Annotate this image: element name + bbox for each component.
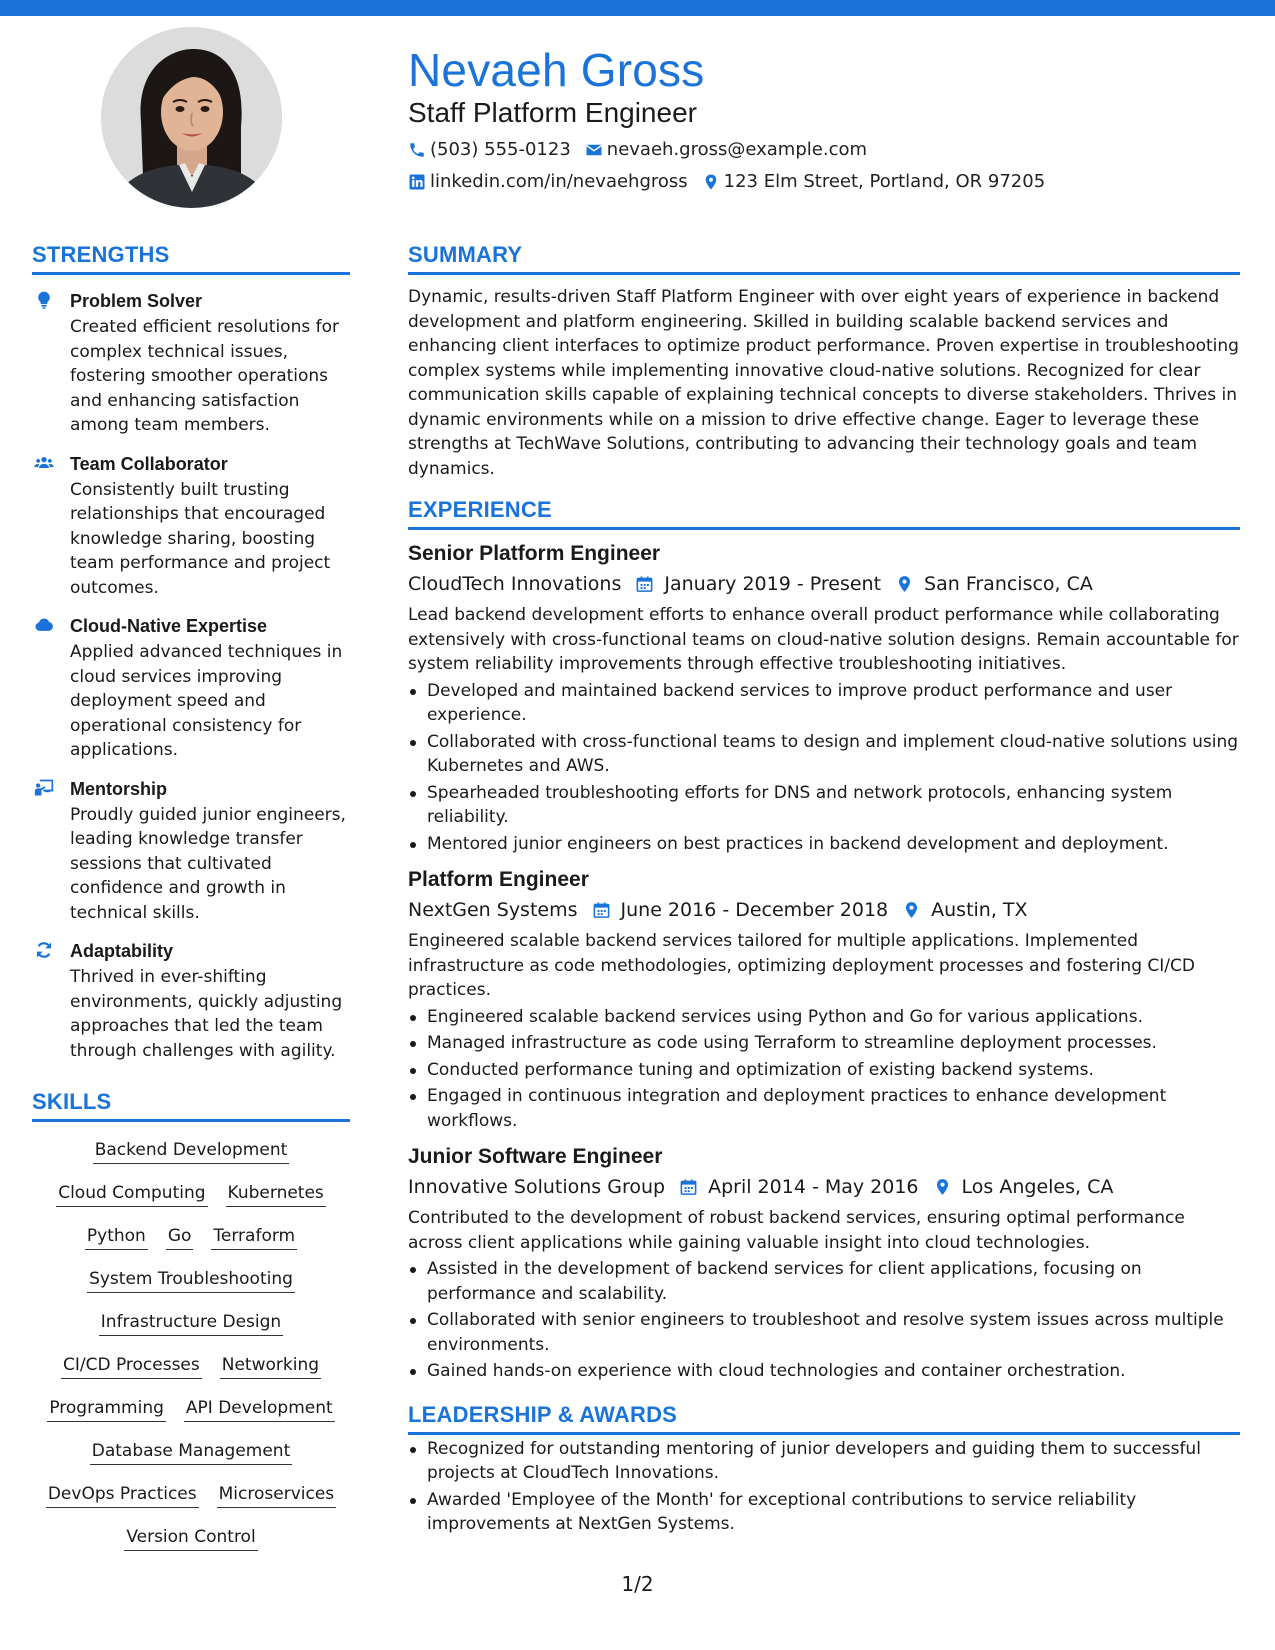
cloud-icon	[33, 615, 55, 635]
skill-row	[32, 1396, 350, 1422]
right-column	[408, 242, 1240, 1537]
contact-linkedin[interactable]	[408, 170, 688, 194]
skill-tag: Cloud Computing	[56, 1181, 207, 1207]
address-text: 123 Elm Street, Portland, OR 97205	[723, 171, 1046, 192]
job-bullet: Mentored junior engineers on best practices in backend development and deployment.	[408, 832, 1240, 857]
job-company	[408, 1174, 665, 1200]
company-text: NextGen Systems	[408, 899, 578, 921]
skill-row	[32, 1310, 350, 1336]
job-bullet: Collaborated with cross-functional teams to design and implement cloud-native solutions using Kubernetes and AWS.	[408, 730, 1240, 779]
sync-icon	[33, 940, 55, 960]
skill-tag: Python	[85, 1224, 148, 1250]
job-dates	[592, 897, 889, 923]
strength-description: Proudly guided junior engineers, leading knowledge transfer sessions that cultivated confidence and growth in technical skills.	[70, 804, 346, 923]
leadership-bullet: Recognized for outstanding mentoring of junior developers and guiding them to successful projects at CloudTech Innovations.	[408, 1437, 1240, 1486]
job-title: Platform Engineer	[408, 868, 589, 891]
location-text: Los Angeles, CA	[961, 1176, 1114, 1198]
skill-tag: Backend Development	[93, 1138, 290, 1164]
job-bullet: Gained hands-on experience with cloud technologies and container orchestration.	[408, 1359, 1240, 1384]
job-location	[902, 897, 1027, 923]
resume-header	[408, 44, 1238, 194]
location-text: Austin, TX	[931, 899, 1028, 921]
job-bullet: Conducted performance tuning and optimization of existing backend systems.	[408, 1058, 1240, 1083]
job-company	[408, 571, 621, 597]
map-pin-icon	[933, 1177, 952, 1197]
dates-text: June 2016 - December 2018	[620, 899, 889, 921]
map-pin-icon	[895, 574, 914, 594]
contact-phone[interactable]	[408, 138, 571, 162]
email-text: nevaeh.gross@example.com	[606, 139, 868, 160]
strength-title: Adaptability	[70, 941, 174, 961]
contact-row-secondary	[408, 170, 1238, 194]
teacher-icon	[33, 778, 55, 798]
job-dates	[679, 1174, 918, 1200]
job-bullets	[408, 1005, 1240, 1134]
strength-description: Created efficient resolutions for complex technical issues, fostering smoother operations and enhancing satisfaction among team members.	[70, 317, 339, 435]
skill-tag: Go	[166, 1224, 194, 1250]
job-entry	[408, 540, 1240, 856]
job-entry	[408, 866, 1240, 1133]
job-bullet: Spearheaded troubleshooting efforts for DNS and network protocols, enhancing system reliability.	[408, 781, 1240, 830]
phone-icon	[408, 141, 426, 159]
contact-address	[702, 170, 1046, 194]
leadership-bullet: Awarded 'Employee of the Month' for exceptional contributions to service reliability improvements at NextGen Systems.	[408, 1488, 1240, 1537]
envelope-icon	[585, 141, 603, 159]
skill-tag: Infrastructure Design	[99, 1310, 283, 1336]
job-bullet: Engaged in continuous integration and deployment practices to enhance development workflows.	[408, 1084, 1240, 1133]
candidate-name: Nevaeh Gross	[408, 44, 705, 96]
skill-row	[32, 1439, 350, 1465]
skill-tag: Kubernetes	[226, 1181, 326, 1207]
skill-tag: Version Control	[124, 1525, 257, 1551]
job-bullets	[408, 679, 1240, 857]
strength-title: Mentorship	[70, 778, 167, 799]
leadership-heading: LEADERSHIP & AWARDS	[408, 1402, 1240, 1435]
strength-title: Team Collaborator	[70, 453, 228, 474]
calendar-icon	[679, 1177, 698, 1197]
strengths-heading: STRENGTHS	[32, 242, 350, 275]
skill-row	[32, 1482, 350, 1508]
job-meta	[408, 1174, 1240, 1200]
job-description: Engineered scalable backend services tailored for multiple applications. Implemented infrastructure as code methodologies, optimizing deployment processes and fostering CI/CD practices.	[408, 931, 1195, 1000]
phone-text: (503) 555-0123	[430, 139, 571, 160]
strength-item	[32, 939, 350, 1063]
skill-row	[32, 1525, 350, 1551]
strength-item	[32, 289, 350, 438]
linkedin-icon	[408, 173, 426, 191]
top-accent-bar	[0, 0, 1275, 16]
company-text: Innovative Solutions Group	[408, 1176, 666, 1198]
lightbulb-icon	[33, 290, 55, 310]
job-bullets	[408, 1257, 1240, 1384]
experience-heading: EXPERIENCE	[408, 497, 1240, 530]
strength-item	[32, 777, 350, 926]
skill-row	[32, 1353, 350, 1379]
skill-tag: System Troubleshooting	[87, 1267, 295, 1293]
skill-row	[32, 1181, 350, 1207]
skills-list	[32, 1138, 350, 1551]
job-meta	[408, 571, 1240, 597]
dates-text: January 2019 - Present	[664, 573, 882, 595]
job-entry	[408, 1143, 1240, 1384]
map-pin-icon	[902, 900, 921, 920]
job-dates	[635, 571, 881, 597]
skill-row	[32, 1267, 350, 1293]
skill-tag: Database Management	[90, 1439, 293, 1465]
leadership-list	[408, 1437, 1240, 1537]
skill-tag: Programming	[47, 1396, 166, 1422]
job-location	[895, 571, 1093, 597]
strength-item	[32, 614, 350, 763]
profile-photo	[101, 27, 282, 208]
job-bullet: Engineered scalable backend services using Python and Go for various applications.	[408, 1005, 1240, 1030]
linkedin-text: linkedin.com/in/nevaehgross	[430, 171, 688, 192]
strength-description: Consistently built trusting relationships that encouraged knowledge sharing, boosting team performance and project outcomes.	[70, 479, 331, 598]
skill-row	[32, 1138, 350, 1164]
summary-text: Dynamic, results-driven Staff Platform Engineer with over eight years of experience in backend development and platform engineering. Skilled in building scalable backend services and enhancing client interfaces to optimize product performance. Proven expertise in troubleshooting complex systems while implementing innovative cloud-native solutions. Recognized for clear communication skills capable of explaining technical concepts to diverse stakeholders. Thrives in dynamic environments while on a mission to drive effective change. Eager to leverage these strengths at TechWave Solutions, contributing to advancing their technology goals and team dynamics.	[408, 287, 1239, 479]
experience-list	[408, 540, 1240, 1384]
users-icon	[33, 453, 55, 473]
strength-description: Applied advanced techniques in cloud services improving deployment speed and operational consistency for applications.	[70, 642, 343, 760]
job-bullet: Managed infrastructure as code using Terraform to streamline deployment processes.	[408, 1031, 1240, 1056]
candidate-title: Staff Platform Engineer	[408, 97, 697, 128]
location-text: San Francisco, CA	[924, 573, 1093, 595]
skill-tag: DevOps Practices	[46, 1482, 199, 1508]
skill-tag: Microservices	[217, 1482, 337, 1508]
job-bullet: Assisted in the development of backend services for client applications, focusing on performance and scalability.	[408, 1257, 1240, 1306]
dates-text: April 2014 - May 2016	[708, 1176, 919, 1198]
contact-email[interactable]	[585, 138, 867, 162]
page-number: 1/2	[621, 1572, 654, 1596]
strength-description: Thrived in ever-shifting environments, quickly adjusting approaches that led the team through challenges with agility.	[70, 967, 343, 1061]
skills-heading: SKILLS	[32, 1089, 350, 1122]
skill-tag: Networking	[220, 1353, 321, 1379]
skill-tag: Terraform	[211, 1224, 297, 1250]
strength-title: Cloud-Native Expertise	[70, 616, 268, 636]
skill-tag: API Development	[184, 1396, 335, 1422]
job-meta	[408, 897, 1240, 923]
summary-heading: SUMMARY	[408, 242, 1240, 275]
job-bullet: Developed and maintained backend services to improve product performance and user experience.	[408, 679, 1240, 728]
company-text: CloudTech Innovations	[408, 573, 622, 595]
calendar-icon	[592, 900, 611, 920]
job-title: Junior Software Engineer	[408, 1145, 663, 1168]
strength-title: Problem Solver	[70, 291, 203, 311]
skill-tag: CI/CD Processes	[61, 1353, 202, 1379]
map-pin-icon	[702, 173, 720, 191]
calendar-icon	[635, 574, 654, 594]
job-description: Contributed to the development of robust backend services, ensuring optimal performance across client applications while gaining valuable insight into cloud technologies.	[408, 1208, 1185, 1253]
skill-row	[32, 1224, 350, 1250]
strength-item	[32, 452, 350, 601]
job-bullet: Collaborated with senior engineers to troubleshoot and resolve system issues across multiple environments.	[408, 1308, 1240, 1357]
job-company	[408, 897, 578, 923]
left-column	[32, 242, 350, 1568]
job-location	[933, 1174, 1114, 1200]
job-title: Senior Platform Engineer	[408, 542, 661, 565]
job-description: Lead backend development efforts to enhance overall product performance while collaborating extensively with cross-functional teams on cloud-native solution designs. Remain accountable for system reliability improvements through effective troubleshooting initiatives.	[408, 605, 1239, 674]
contact-row-primary	[408, 138, 1238, 162]
